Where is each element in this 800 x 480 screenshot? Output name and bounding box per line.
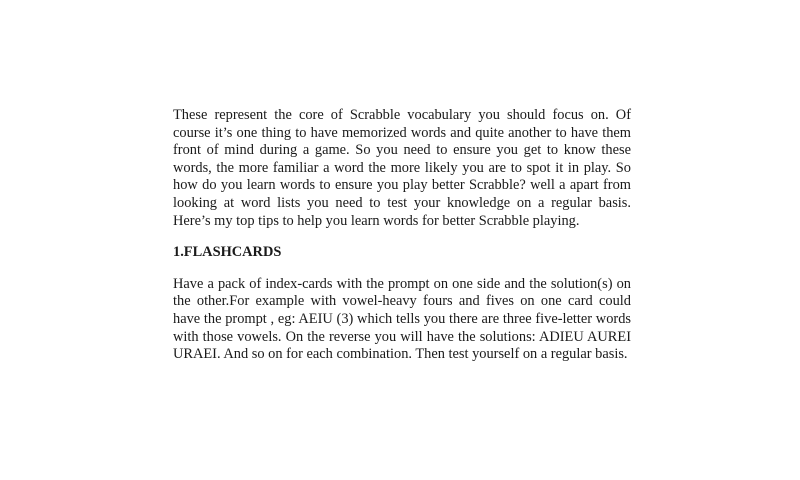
section-heading: 1.FLASHCARDS — [173, 244, 282, 261]
flashcards-paragraph: Have a pack of index-cards with the prompt on one side and the solution(s) on the other.For example with vowel-heavy fours and fives on one card could have the prompt , eg: AEIU (3) which tells you there are three five-letter words with those vowels. On the reverse you will have the solutions: ADIEU AUREI URAEI. And so on for each combination. Then test yourself on a regular basis. — [173, 275, 631, 363]
intro-paragraph: These represent the core of Scrabble vocabulary you should focus on. Of course it’s one thing to have memorized words and quite another to have them front of mind during a game. So you need to ensure you get to know these words, the more familiar a word the more likely you are to spot it in play. So how do you learn words to ensure you play better Scrabble? well a apart from looking at word lists you need to test your knowledge on a regular basis. Here’s my top tips to help you learn words for better Scrabble playing. — [173, 107, 631, 229]
document-page — [173, 107, 631, 364]
